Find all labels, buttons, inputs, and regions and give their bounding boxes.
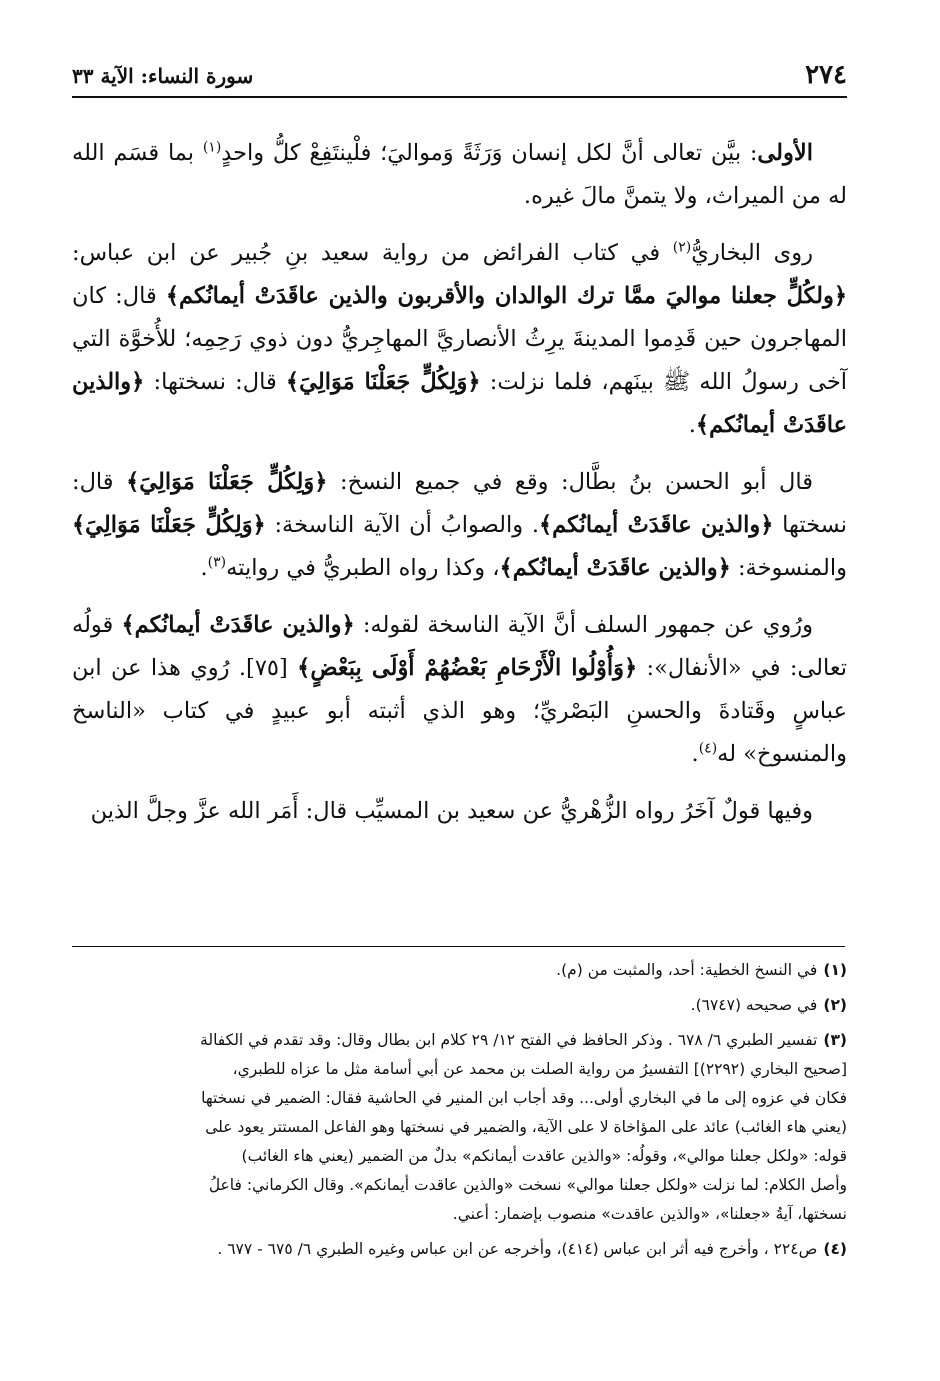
quran-quote: ﴿والذين عاقَدَتْ أيمانُكم﴾ xyxy=(538,512,774,538)
footnote-ref: (١) xyxy=(202,139,222,156)
text-run: [٧٥]. رُوي هذا عن ابن عباسٍ وقَتادةَ والحسنِ البَصْريِّ؛ وهو الذي أثبته أبو عبيدٍ في كتاب «الناسخ والمنسوخ» له xyxy=(72,655,847,767)
footnote-ref: (٤) xyxy=(698,740,718,757)
surah-title: سورة النساء: الآية ٣٣ xyxy=(72,64,254,88)
quran-quote: ﴿والذين عاقَدَتْ أيمانُكم﴾ xyxy=(121,612,355,638)
footnote-line: فكان في عزوه إلى ما في البخاري أولى... وقد أجاب ابن المنير في الحاشية فقال: الضمير في نسختها xyxy=(201,1089,847,1107)
quran-quote: ﴿وَلِكُلٍّ جَعَلْنَا مَوَالِيَ﴾ xyxy=(285,369,481,395)
text-run: : بيَّن تعالى أنَّ لكل إنسان وَرَثَةً وَمواليَ؛ فلْينتَفِعْ كلُّ واحدٍ xyxy=(221,140,758,166)
quran-quote: ﴿والذين عاقَدَتْ أيمانُكم﴾ xyxy=(72,369,847,438)
text-run: . xyxy=(688,412,696,438)
footnote-3 xyxy=(72,1026,847,1229)
quran-quote: ﴿وَلِكُلٍّ جَعَلْنَا مَوَالِيَ﴾ xyxy=(72,512,266,538)
footnote-ref: (٢) xyxy=(672,239,692,256)
footnote-line: وأصل الكلام: لما نزلت «ولكل جعلنا موالي» نسخت «والذين عاقدت أيمانكم». وقال الكرماني: فاعلُ xyxy=(208,1176,847,1194)
paragraph-2 xyxy=(72,232,847,447)
footnote-line xyxy=(72,956,847,985)
text-run: قال: نسختها xyxy=(72,469,847,538)
footnote-2 xyxy=(72,991,847,1020)
quran-quote: ﴿والذين عاقَدَتْ أيمانُكم﴾ xyxy=(499,555,731,581)
footnote-text: في صحيحه (٦٧٤٧). xyxy=(690,996,818,1014)
footnote-text: ص٢٢٤ ، وأخرج فيه أثر ابن عباس (٤١٤)، وأخرجه عن ابن عباس وغيره الطبري ٦/ ٦٧٥ - ٦٧٧ . xyxy=(217,1240,818,1258)
quran-quote: ﴿ولكُلٍّ جعلنا مواليَ ممَّا ترك الوالدان والأقربون والذين عاقَدَتْ أيمانُكم﴾ xyxy=(165,283,847,309)
main-text xyxy=(72,132,847,847)
text-run: . xyxy=(691,741,699,767)
footnote-4 xyxy=(72,1235,847,1264)
text-run: ، وكذا رواه الطبريُّ في روايته xyxy=(226,555,500,581)
paragraph-1 xyxy=(72,132,847,218)
lead-word: الأولى xyxy=(757,140,813,166)
text-run: . xyxy=(200,555,208,581)
footnote-text: تفسير الطبري ٦/ ٦٧٨ . وذكر الحافظ في الفتح ١٢/ ٢٩ كلام ابن بطال وقال: وقد تقدم في الكفالة xyxy=(200,1031,818,1049)
text-run: في كتاب الفرائض من رواية سعيد بنِ جُبير عن ابن عباس: xyxy=(72,240,673,266)
quran-quote: ﴿وَلِكُلٍّ جَعَلْنَا مَوَالِيَ﴾ xyxy=(126,469,328,495)
header-rule xyxy=(72,96,847,98)
footnote-number: (٢) xyxy=(823,996,847,1014)
quran-quote: ﴿وَأُوْلُوا الْأَرْحَامِ بَعْضُهُمْ أَوْلَى بِبَعْضٍ﴾ xyxy=(297,655,638,681)
paragraph-4 xyxy=(72,604,847,776)
paragraph-5 xyxy=(72,790,847,833)
page-number: ٢٧٤ xyxy=(805,60,847,90)
footnote-line xyxy=(72,1026,847,1055)
footnote-ref: (٣) xyxy=(207,554,227,571)
text-run: قال: كان المهاجرون حين قَدِموا المدينةَ يرِثُ الأنصاريَّ المهاجِريُّ دون ذوي رَحِمِه؛ للأُخوَّة التي آخى رسولُ الله ﷺ بينَهم، فلما نزلت: xyxy=(72,283,847,395)
text-run: وفيها قولٌ آخَرُ رواه الزُّهْريُّ عن سعيد بن المسيِّب قال: أَمَر الله عزَّ وجلَّ الذين xyxy=(90,798,813,824)
footnote-line: قوله: «ولكل جعلنا موالي»، وقولُه: «والذين عاقدت أيمانكم» بدلٌ من الضمير (يعني هاء الغائب) xyxy=(241,1147,847,1165)
page-header xyxy=(72,60,847,94)
footnote-line xyxy=(72,1235,847,1264)
text-run: قال أبو الحسن بنُ بطَّال: وقع في جميع النسخ: xyxy=(327,469,813,495)
text-run: ورُوي عن جمهور السلف أنَّ الآية الناسخة لقوله: xyxy=(354,612,813,638)
text-run: والمنسوخة: xyxy=(730,555,847,581)
text-run: قال: نسختها: xyxy=(144,369,286,395)
text-run: . والصوابُ أن الآية الناسخة: xyxy=(265,512,539,538)
footnote-1 xyxy=(72,956,847,985)
footnotes xyxy=(72,956,847,1270)
text-run: بما قسَم الله له من الميراث، ولا يتمنَّ مالَ غيره. xyxy=(72,140,847,209)
footnote-rule xyxy=(72,946,845,947)
footnote-number: (٣) xyxy=(823,1031,847,1049)
text-run: قولُه تعالى: في «الأنفال»: xyxy=(72,612,847,681)
footnote-number: (٤) xyxy=(823,1240,847,1258)
footnote-line: [صحيح البخاري (٢٢٩٢)] التفسيرُ من رواية الصلت بن محمد عن أبي أسامة مثل ما عزاه للطبري، xyxy=(232,1060,847,1078)
footnote-line: (يعني هاء الغائب) عائد على المؤاخاة لا على الآية، والضمير في نسختها وهو الفاعل المستتر يعود على xyxy=(205,1118,847,1136)
text-run: روى البخاريُّ xyxy=(691,240,813,266)
footnote-line: نسختها، آيةُ «جعلنا»، «والذين عاقدت» منصوب بإضمار: أعني. xyxy=(452,1205,847,1223)
footnote-line xyxy=(72,991,847,1020)
footnote-text: في النسخ الخطية: أحد، والمثبت من (م). xyxy=(556,961,818,979)
footnote-number: (١) xyxy=(823,961,847,979)
paragraph-3 xyxy=(72,461,847,590)
